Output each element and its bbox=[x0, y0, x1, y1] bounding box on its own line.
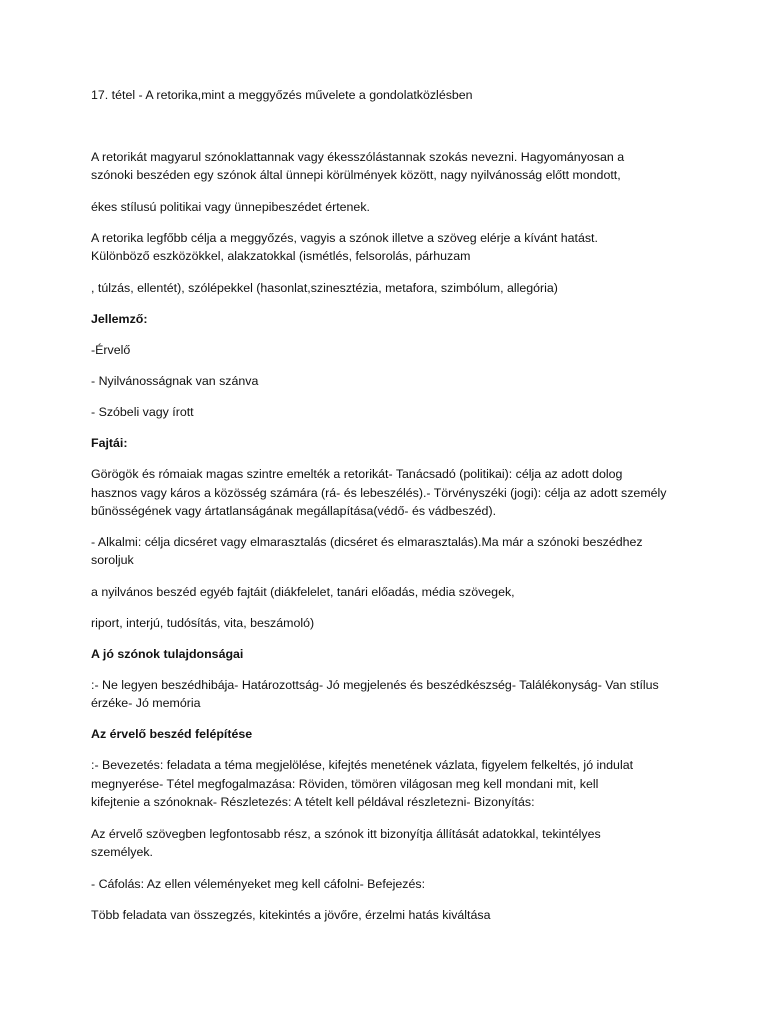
paragraph-line: kifejtenie a szónoknak- Részletezés: A tételt kell példával részletezni- Bizonyítás: bbox=[91, 795, 535, 809]
section-heading-fajtai: Fajtái: bbox=[91, 436, 128, 450]
paragraph-line: riport, interjú, tudósítás, vita, beszámoló) bbox=[91, 616, 315, 630]
paragraph-line: hasznos vagy káros a közösség számára (rá- és lebeszélés).- Törvényszéki (jogi): célja az adott személy bbox=[91, 486, 667, 500]
section-heading-jellemzo: Jellemző: bbox=[91, 312, 148, 326]
paragraph-line: személyek. bbox=[91, 845, 153, 859]
paragraph-line: érzéke- Jó memória bbox=[91, 696, 201, 710]
paragraph-line: Több feladata van összegzés, kitekintés a jövőre, érzelmi hatás kiváltása bbox=[91, 908, 491, 922]
paragraph-line: ékes stílusú politikai vagy ünnepibeszédet értenek. bbox=[91, 200, 370, 214]
paragraph-line: , túlzás, ellentét), szólépekkel (hasonlat,szinesztézia, metafora, szimbólum, allegória) bbox=[91, 281, 558, 295]
paragraph-line: a nyilvános beszéd egyéb fajtáit (diákfelelet, tanári előadás, média szövegek, bbox=[91, 585, 515, 599]
paragraph-line: :- Bevezetés: feladata a téma megjelölése, kifejtés menetének vázlata, figyelem felkeltés, jó indulat bbox=[91, 758, 634, 772]
paragraph-line: megnyerése- Tétel megfogalmazása: Röviden, tömören világosan meg kell mondani mit, kell bbox=[91, 777, 599, 791]
paragraph-line: szónoki beszéden egy szónok által ünnepi körülmények között, nagy nyilvánosság előtt mondott, bbox=[91, 168, 621, 182]
paragraph-line: A retorika legfőbb célja a meggyőzés, vagyis a szónok illetve a szöveg elérje a kívánt hatást. bbox=[91, 231, 598, 245]
paragraph-line: :- Ne legyen beszédhibája- Határozottság- Jó megjelenés és beszédkészség- Találékonyság- Van stílus bbox=[91, 678, 659, 692]
paragraph-line: - Cáfolás: Az ellen véleményeket meg kell cáfolni- Befejezés: bbox=[91, 877, 426, 891]
section-heading-szonok: A jó szónok tulajdonságai bbox=[91, 647, 244, 661]
paragraph-line: Görögök és rómaiak magas szintre emelték a retorikát- Tanácsadó (politikai): célja az adott dolog bbox=[91, 467, 623, 481]
paragraph-line: soroljuk bbox=[91, 553, 134, 567]
paragraph-line: A retorikát magyarul szónoklattannak vagy ékesszólástannak szokás nevezni. Hagyományosan a bbox=[91, 150, 625, 164]
list-item: - Nyilvánosságnak van szánva bbox=[91, 374, 259, 388]
document-title: 17. tétel - A retorika,mint a meggyőzés művelete a gondolatközlésben bbox=[91, 88, 473, 102]
paragraph-line: Az érvelő szövegben legfontosabb rész, a szónok itt bizonyítja állítását adatokkal, tekintélyes bbox=[91, 827, 601, 841]
paragraph-line: Különböző eszközökkel, alakzatokkal (ismétlés, felsorolás, párhuzam bbox=[91, 249, 471, 263]
paragraph-line: - Alkalmi: célja dicséret vagy elmarasztalás (dicséret és elmarasztalás).Ma már a szónoki beszédhez bbox=[91, 535, 643, 549]
list-item: - Szóbeli vagy írott bbox=[91, 405, 194, 419]
list-item: -Érvelő bbox=[91, 343, 131, 357]
paragraph-line: bűnösségének vagy ártatlanságának megállapítása(védő- és vádbeszéd). bbox=[91, 504, 497, 518]
section-heading-ervelo-beszed: Az érvelő beszéd felépítése bbox=[91, 727, 253, 741]
